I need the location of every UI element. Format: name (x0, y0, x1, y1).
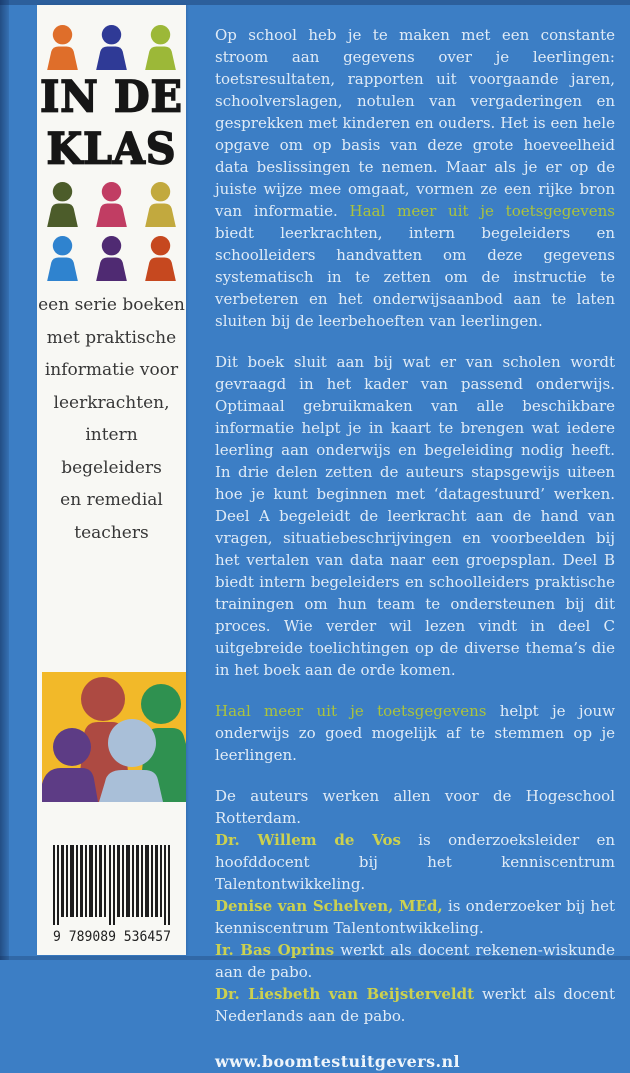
book-title-highlight: Haal meer uit je toetsgegevens (215, 702, 487, 720)
person-icon (140, 182, 181, 227)
person-icon-row-3 (37, 236, 186, 281)
spine-strip (37, 5, 186, 955)
book-title-highlight: Haal meer uit je toetsgegevens (349, 202, 615, 220)
series-line: met praktische (46, 327, 177, 348)
paragraph-intro (215, 24, 615, 332)
series-title (37, 71, 186, 175)
author-entry (215, 829, 615, 895)
isbn-number: 9 789089 536457 (53, 929, 171, 945)
paragraph-summary-text: helpt je jouw onderwijs zo goed mogelijk af te stemmen op je leerlingen. (215, 702, 615, 764)
series-line: teachers (74, 522, 149, 543)
back-cover-text (215, 24, 615, 1073)
author-role: werkt als docent Nederlands aan de pabo. (215, 985, 615, 1025)
author-entry (215, 895, 615, 939)
series-description (37, 289, 186, 549)
series-line: intern begeleiders (61, 425, 162, 478)
paragraph-intro-text: Op school heb je te maken met een constante stroom aan gegevens over je leerlingen: toetsresultaten, rapporten uit voorgaande jaren, schoolverslagen, notulen van vergaderingen en gesprekken met kinderen en ouders. Het is een hele opgave om op basis van deze grote hoeveelheid data beslissingen te nemen. Maar als je er op de juiste wijze mee omgaat, vormen ze een rijke bron van informatie. (215, 26, 615, 220)
person-icon (140, 236, 181, 281)
paragraph-summary (215, 700, 615, 766)
person-icon (42, 25, 83, 70)
authors-block (215, 785, 615, 1027)
person-icon (91, 25, 132, 70)
publisher-website: www.boomtestuitgevers.nl (215, 1052, 460, 1071)
person-icon-row-1 (37, 25, 186, 70)
author-role: is onderzoeksleider en hoofddocent bij het kenniscentrum Talentontwikkeling. (215, 831, 615, 893)
person-icon (42, 236, 83, 281)
person-icon-row-2 (37, 182, 186, 227)
cover-edge-shadow-left (0, 0, 9, 960)
author-entry (215, 939, 615, 983)
series-title-line-2: KLAS (46, 123, 177, 175)
series-line: informatie voor (44, 360, 179, 380)
series-title-line-1: IN DE (40, 71, 183, 123)
person-icon (140, 25, 181, 70)
author-entry (215, 983, 615, 1027)
person-icon (91, 182, 132, 227)
barcode-bars (53, 845, 170, 925)
author-name: Denise van Schelven, MEd, (215, 897, 443, 915)
author-role: is onderzoeker bij het kenniscentrum Talentontwikkeling. (215, 897, 615, 937)
author-role: werkt als docent rekenen-wiskunde aan de pabo. (215, 941, 615, 981)
author-name: Dr. Liesbeth van Beijsterveldt (215, 985, 475, 1003)
paragraph-content: Dit boek sluit aan bij wat er van scholen wordt gevraagd in het kader van passend onderwijs. Optimaal gebruikmaken van alle beschikbare informatie helpt je in kaart te brengen wat iedere leerling aan onderwijs en begeleiding nodig heeft. In drie delen zetten de auteurs stapsgewijs uiteen hoe je kunt beginnen met ‘datagestuurd’ werken. Deel A begeleidt de leerkracht aan de hand van vragen, situatiebeschrijvingen en voorbeelden bij het vertalen van data naar een groepsplan. Deel B biedt intern begeleiders en schoolleiders praktische trainingen om hun team te ondersteunen bij dit proces. Wie verder wil lezen vindt in deel C uitgebreide toelichtingen op de diverse thema’s die in het boek aan de orde komen. (215, 353, 615, 679)
series-line: leerkrachten, (53, 392, 170, 413)
series-line: een serie boeken (38, 295, 185, 315)
author-name: Ir. Bas Oprins (215, 941, 335, 959)
series-line: en remedial (60, 490, 163, 510)
person-icon (42, 182, 83, 227)
authors-intro: De auteurs werken allen voor de Hogeschool Rotterdam. (215, 787, 615, 827)
paragraph-intro-text: biedt leerkrachten, intern begeleiders en schoolleiders handvatten om deze gegevens systematisch in te zetten om de instructie te verbeteren en het onderwijsaanbod aan te laten sluiten bij de leerbehoeften van leerlingen. (215, 224, 615, 330)
people-illustration (42, 672, 186, 802)
person-icon (91, 236, 132, 281)
barcode (51, 845, 173, 945)
author-name: Dr. Willem de Vos (215, 831, 401, 849)
